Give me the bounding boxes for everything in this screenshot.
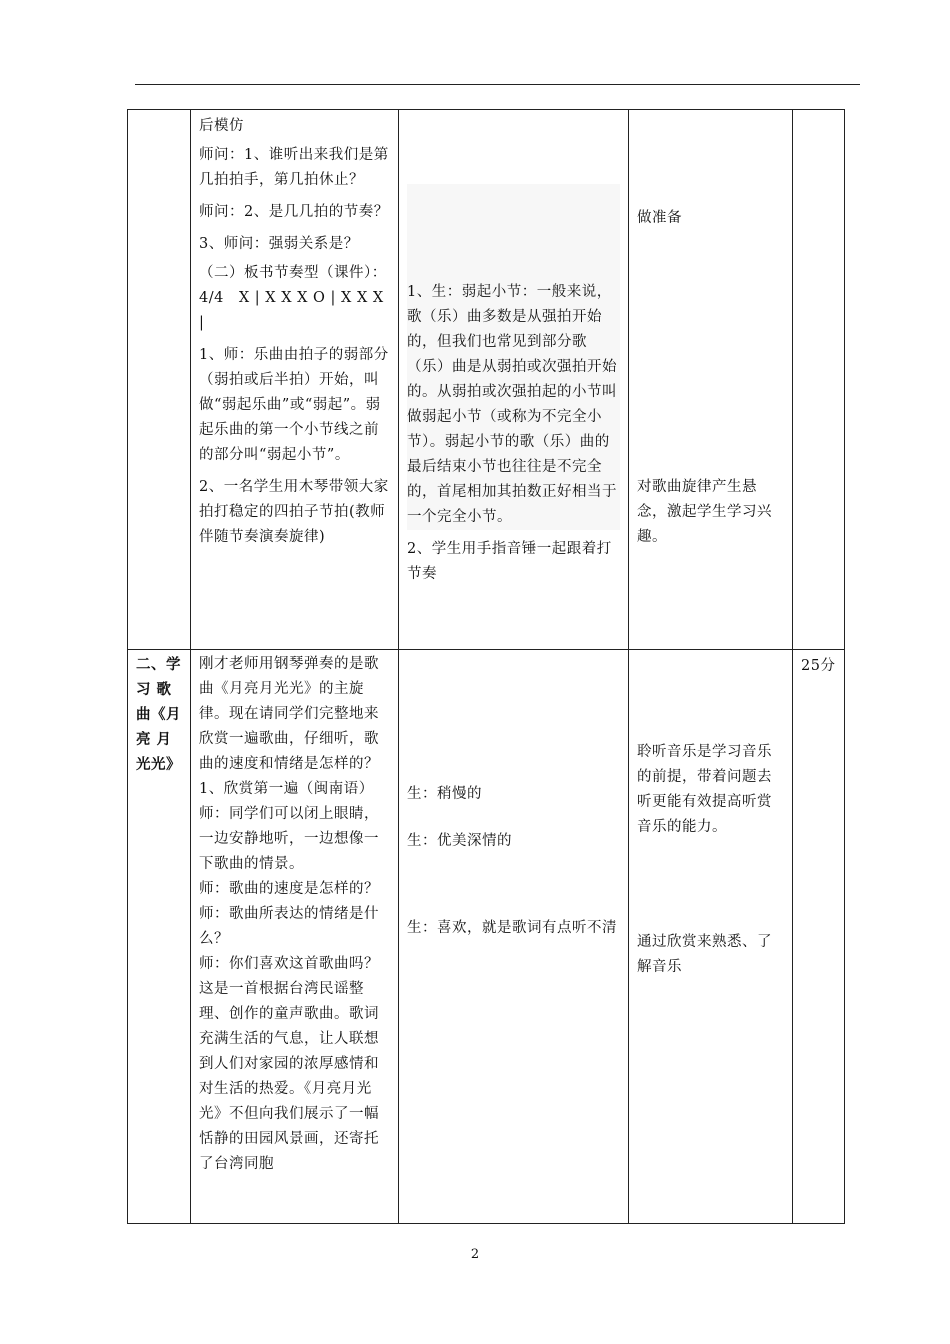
text-line: 生：稍慢的 [407, 786, 482, 802]
shaded-block [407, 184, 620, 530]
text-line: 刚才老师用钢琴弹奏的是歌曲《月亮月光光》的主旋律。现在请同学们完整地来欣赏一遍歌曲，仔细听，歌曲的速度和情绪是怎样的？ [199, 656, 379, 772]
stage-cell [128, 110, 191, 650]
text-line: 3、师问：强弱关系是？ [199, 236, 359, 252]
text-line: 师问：1、谁听出来我们是第几拍拍手，第几拍休止？ [199, 147, 389, 188]
table-row [128, 110, 845, 650]
text-line: 1、生：弱起小节：一般来说，歌（乐）曲多数是从强拍开始的，但我们也常见到部分歌（乐）曲是从弱拍或次强拍开始的。从弱拍或次强拍起的小节叫做弱起小节（或称为不完全小节）。弱起小节的歌（乐）曲的最后结束小节也往往是不完全的，首尾相加其拍数正好相当于一个完全小节。 [407, 284, 617, 525]
text-line: 生：喜欢，就是歌词有点听不清 [407, 920, 617, 936]
text-line: 做准备 [637, 210, 682, 226]
text-line: 师问：2、是几几拍的节奏？ [199, 204, 389, 220]
header-rule [135, 84, 860, 85]
text-line: 1、欣赏第一遍（闽南语） [199, 781, 374, 797]
text-line: 2、一名学生用木琴带领大家拍打稳定的四拍子节拍(教师伴随节奏演奏旋律) [199, 479, 389, 545]
text-line: 2、学生用手指音锤一起跟着打节奏 [407, 541, 612, 582]
text-line: 后模仿 [199, 118, 244, 134]
time-cell [793, 110, 845, 650]
text-line: 通过欣赏来熟悉、了解音乐 [637, 934, 772, 975]
text-line: 师：歌曲所表达的情绪是什么？ [199, 906, 379, 947]
text-line: 师：同学们可以闭上眼睛，一边安静地听，一边想像一下歌曲的情景。 [199, 806, 379, 872]
text-line: 对歌曲旋律产生悬念，激起学生学习兴趣。 [637, 479, 772, 545]
text-line: 1、师：乐曲由拍子的弱部分（弱拍或后半拍）开始，叫做“弱起乐曲”或“弱起”。弱起乐曲的第一个小节线之前的部分叫“弱起小节”。 [199, 347, 389, 463]
time-cell [793, 650, 845, 1224]
student-activity-cell [399, 650, 629, 1224]
text-line: 生：优美深情的 [407, 833, 512, 849]
student-activity-cell [399, 110, 629, 650]
text-line: （二）板书节奏型（课件）：4/4 X | X X X O | X X X | [199, 265, 387, 331]
design-intent-cell [629, 110, 793, 650]
stage-heading: 二、学 习 歌 曲《月 亮 月 光光》 [128, 650, 191, 1224]
text-line: 师：你们喜欢这首歌曲吗？这是一首根据台湾民谣整理、创作的童声歌曲。歌词充满生活的气息，让人联想到人们对家园的浓厚感情和对生活的热爱。《月亮月光光》不但向我们展示了一幅恬静的田园风景画，还寄托了台湾同胞 [199, 956, 379, 1172]
teacher-activity-cell [191, 110, 399, 650]
page-number: 2 [470, 1247, 480, 1262]
lesson-plan-table [127, 109, 845, 1224]
text-line: 聆听音乐是学习音乐的前提，带着问题去听更能有效提高听赏音乐的能力。 [637, 744, 772, 835]
design-intent-cell [629, 650, 793, 1224]
text-line: 师：歌曲的速度是怎样的？ [199, 881, 379, 897]
teacher-activity-cell [191, 650, 399, 1224]
time-value: 25分 [801, 658, 836, 674]
table-row [128, 650, 845, 1224]
